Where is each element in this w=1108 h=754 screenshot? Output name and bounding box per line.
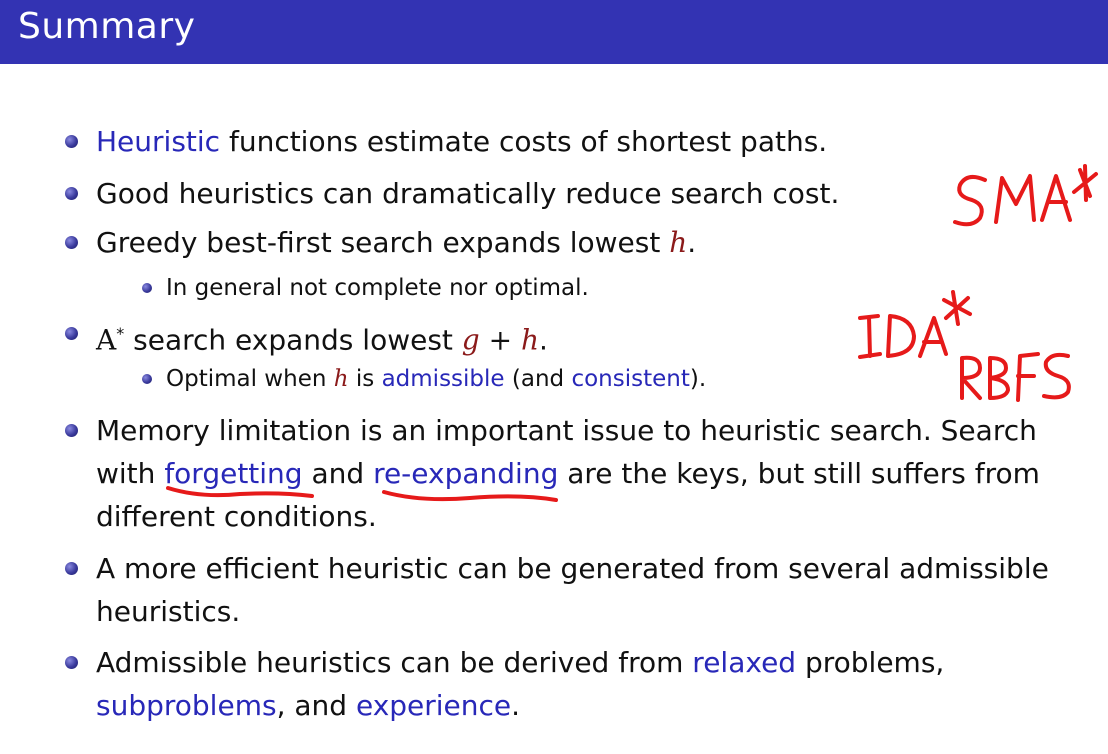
sub-text-end: ). (689, 366, 707, 392)
sub-text-mid2: (and (504, 366, 572, 392)
bullet-text: are the keys, but still suffers from different conditions. (96, 457, 1040, 533)
bullet-dot-icon (65, 562, 78, 575)
keyword-subproblems: subproblems (96, 689, 277, 722)
bullet-dot-icon (65, 236, 78, 249)
slide-title: Summary (18, 6, 196, 47)
bullet-text: search expands lowest (124, 323, 462, 357)
bullet-item-good-heuristics (96, 172, 839, 215)
keyword-consistent: consistent (571, 366, 690, 392)
bullet-text: Memory limitation is an important issue to heuristic search. Search with (96, 414, 1037, 490)
bullet-dot-icon (65, 135, 78, 148)
bullet-text: and (302, 457, 374, 490)
keyword-re-expanding: re-expanding (373, 457, 559, 490)
bullet-text: A more efficient heuristic can be generated from several admissible heuristics. (96, 552, 1049, 628)
bullet-item-more-efficient (96, 547, 1071, 633)
a-star-a: A (96, 323, 117, 357)
bullet-item-a-star (96, 312, 548, 361)
bullet-text: problems, (796, 646, 945, 679)
bullet-text: Good heuristics can dramatically reduce search cost. (96, 177, 840, 210)
keyword-relaxed: relaxed (692, 646, 797, 679)
math-h: h (521, 323, 540, 357)
math-h: h (333, 366, 349, 392)
sub-bullet-text: In general not complete nor optimal. (166, 275, 589, 301)
math-h: h (669, 226, 688, 259)
bullet-text-end: . (687, 226, 697, 259)
bullet-text: functions estimate costs of shortest paths. (220, 125, 828, 158)
bullet-item-memory-limitation (96, 409, 1071, 538)
bullet-text: , and (276, 689, 356, 722)
sub-bullet-dot-icon (142, 283, 152, 293)
sub-text-mid: is (348, 366, 382, 392)
sub-bullet-dot-icon (142, 374, 152, 384)
bullet-dot-icon (65, 187, 78, 200)
bullet-item-heuristic-functions (96, 120, 827, 163)
keyword-experience: experience (355, 689, 512, 722)
sub-item-optimal-when (166, 361, 706, 397)
a-star-sup: * (116, 324, 125, 343)
bullet-text: Admissible heuristics can be derived from (96, 646, 693, 679)
bullet-dot-icon (65, 424, 78, 437)
title-bar (0, 0, 1108, 64)
bullet-text-end: . (511, 689, 521, 722)
keyword-admissible: admissible (381, 366, 505, 392)
bullet-text-end: . (539, 323, 548, 357)
sub-item-not-complete (166, 270, 589, 306)
bullet-dot-icon (65, 327, 78, 340)
bullet-item-admissible-derived (96, 641, 1071, 727)
math-g: g (461, 323, 480, 357)
math-plus: + (479, 323, 521, 357)
bullet-dot-icon (65, 656, 78, 669)
bullet-item-greedy-best-first (96, 221, 696, 264)
bullet-text: Greedy best-first search expands lowest (96, 226, 670, 259)
keyword-heuristic: Heuristic (96, 125, 221, 158)
sub-text-pre: Optimal when (166, 366, 334, 392)
keyword-forgetting: forgetting (164, 457, 303, 490)
